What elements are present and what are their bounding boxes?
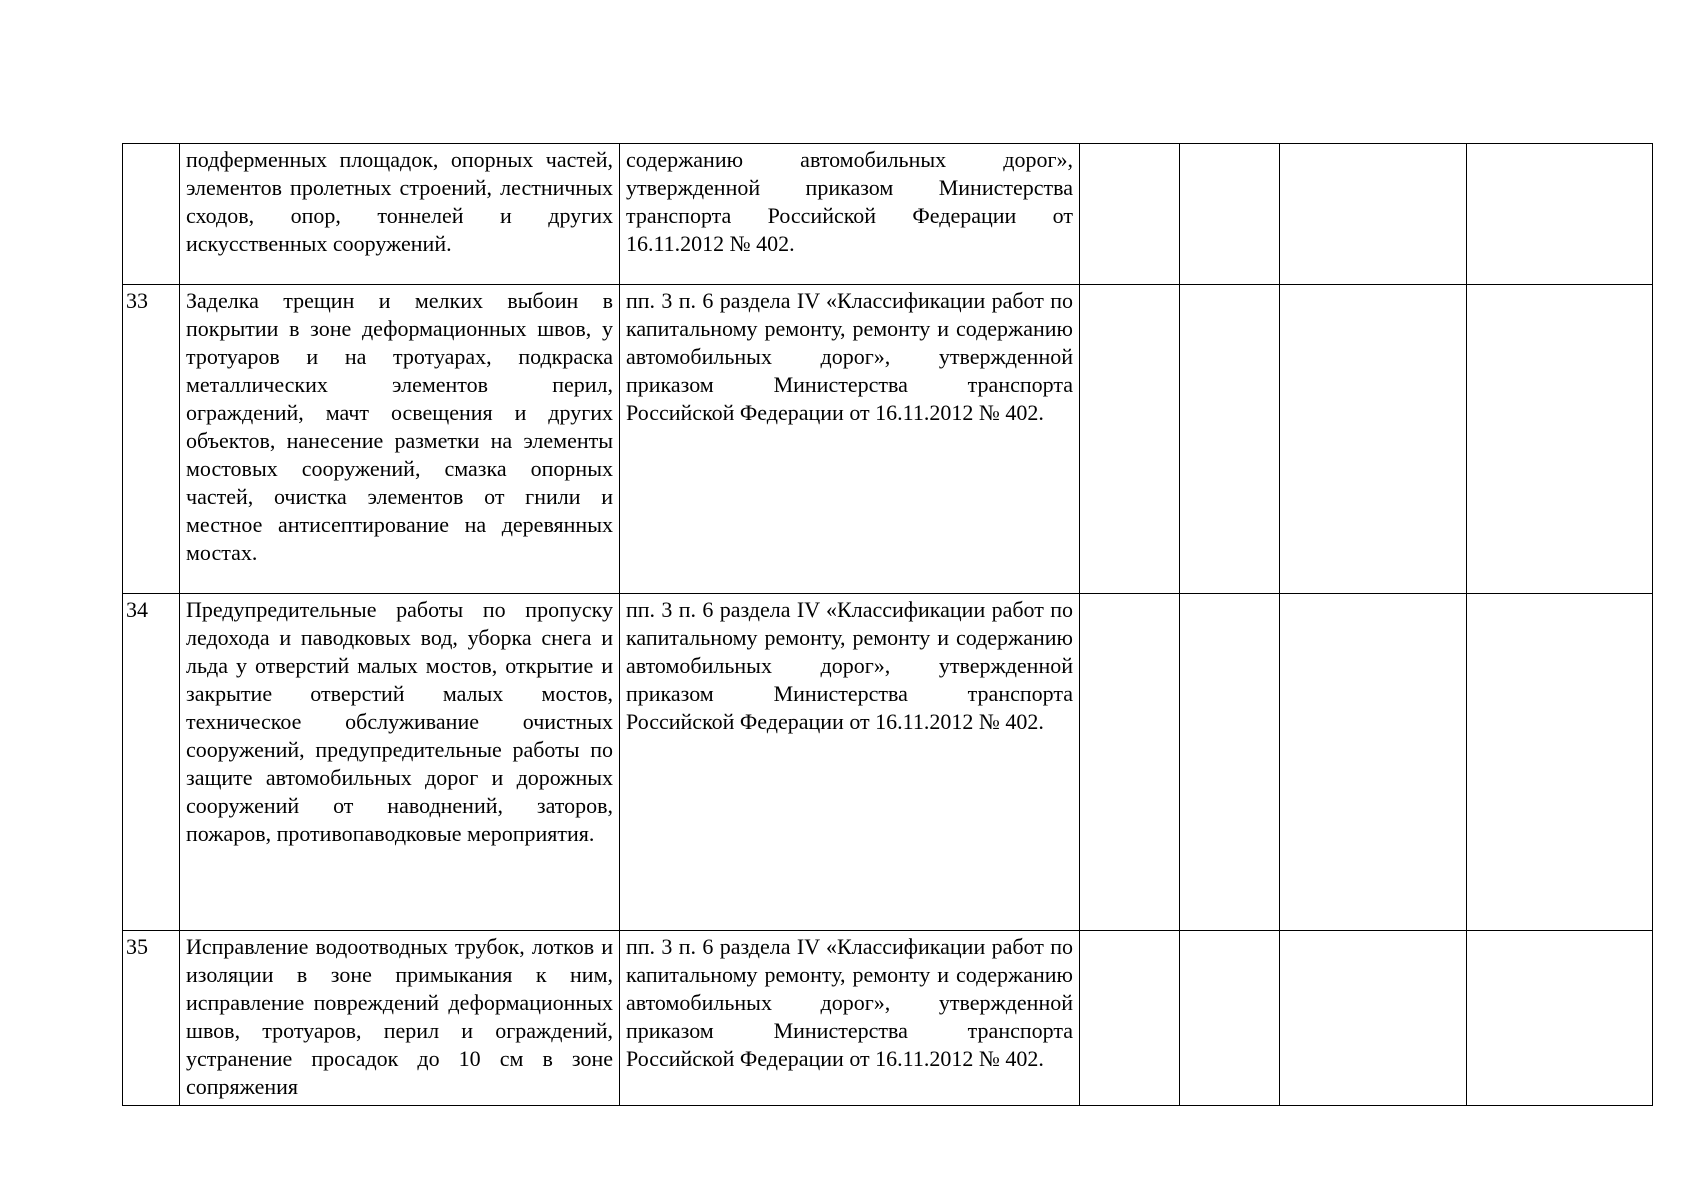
empty-cell xyxy=(1280,594,1467,931)
work-description: Заделка трещин и мелких выбоин в покрытии в зоне деформационных швов, у тротуаров и на тротуарах, подкраска металлических элементов перил, ограждений, мачт освещения и других объектов, нанесение разметки на элементы мостовых сооружений, смазка опорных частей, очистка элементов от гнили и местное антисептирование на деревянных мостах. xyxy=(180,285,620,594)
work-description: подферменных площадок, опорных частей, элементов пролетных строений, лестничных сходов, опор, тоннелей и других искусственных сооружений. xyxy=(180,144,620,285)
empty-cell xyxy=(1467,144,1653,285)
empty-cell xyxy=(1467,285,1653,594)
empty-cell xyxy=(1467,594,1653,931)
work-description: Исправление водоотводных трубок, лотков и изоляции в зоне примыкания к ним, исправление повреждений деформационных швов, тротуаров, перил и ограждений, устранение просадок до 10 см в зоне сопряжения xyxy=(180,931,620,1106)
empty-cell xyxy=(1180,931,1280,1106)
legal-basis: содержанию автомобильных дорог», утвержденной приказом Министерства транспорта Российской Федерации от 16.11.2012 № 402. xyxy=(620,144,1080,285)
row-number: 35 xyxy=(123,931,180,1106)
legal-basis: пп. 3 п. 6 раздела IV «Классификации работ по капитальному ремонту, ремонту и содержанию автомобильных дорог», утвержденной приказом Министерства транспорта Российской Федерации от 16.11.2012 № 402. xyxy=(620,285,1080,594)
row-number xyxy=(123,144,180,285)
work-description: Предупредительные работы по пропуску ледохода и паводковых вод, уборка снега и льда у отверстий малых мостов, открытие и закрытие отверстий малых мостов, техническое обслуживание очистных сооружений, предупредительные работы по защите автомобильных дорог и дорожных сооружений от наводнений, заторов, пожаров, противопаводковые мероприятия. xyxy=(180,594,620,931)
table-row xyxy=(123,285,1653,594)
empty-cell xyxy=(1080,931,1180,1106)
table-row xyxy=(123,144,1653,285)
row-number: 34 xyxy=(123,594,180,931)
row-number: 33 xyxy=(123,285,180,594)
empty-cell xyxy=(1180,285,1280,594)
empty-cell xyxy=(1280,285,1467,594)
empty-cell xyxy=(1280,144,1467,285)
table-row xyxy=(123,931,1653,1106)
table-row xyxy=(123,594,1653,931)
empty-cell xyxy=(1280,931,1467,1106)
empty-cell xyxy=(1467,931,1653,1106)
empty-cell xyxy=(1180,594,1280,931)
empty-cell xyxy=(1080,594,1180,931)
empty-cell xyxy=(1180,144,1280,285)
legal-basis: пп. 3 п. 6 раздела IV «Классификации работ по капитальному ремонту, ремонту и содержанию автомобильных дорог», утвержденной приказом Министерства транспорта Российской Федерации от 16.11.2012 № 402. xyxy=(620,594,1080,931)
legal-basis: пп. 3 п. 6 раздела IV «Классификации работ по капитальному ремонту, ремонту и содержанию автомобильных дорог», утвержденной приказом Министерства транспорта Российской Федерации от 16.11.2012 № 402. xyxy=(620,931,1080,1106)
empty-cell xyxy=(1080,285,1180,594)
works-table xyxy=(122,143,1653,1106)
empty-cell xyxy=(1080,144,1180,285)
